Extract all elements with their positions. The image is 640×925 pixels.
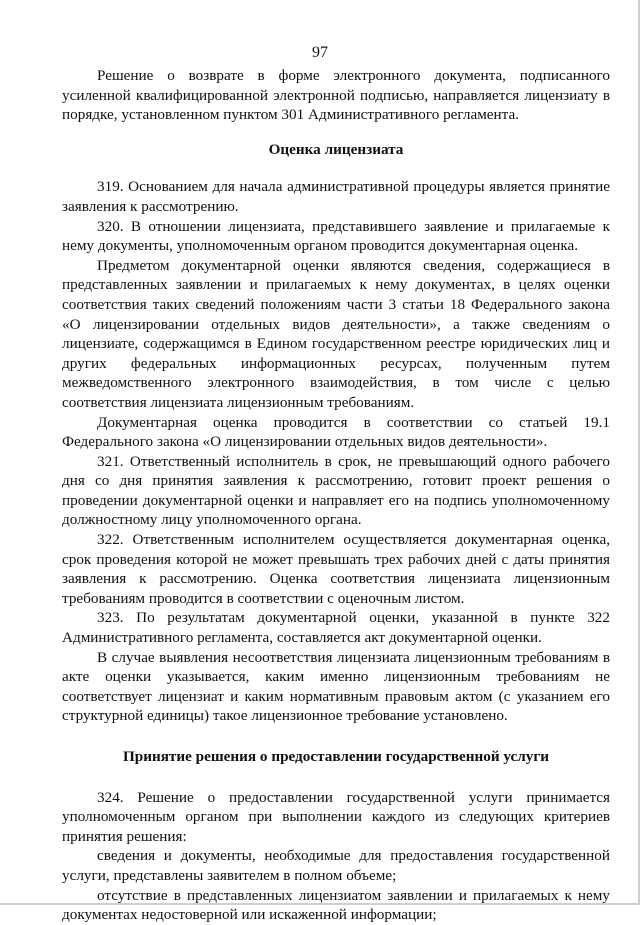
paragraph-evaluation-law: Документарная оценка проводится в соответствии со статьей 19.1 Федерального закона «О лицензировании отдельных видов деятельности». — [62, 413, 610, 451]
paragraph-319: 319. Основанием для начала административной процедуры является принятие заявления к рассмотрению. — [62, 178, 610, 215]
paragraph-321: 321. Ответственный исполнитель в срок, не превышающий одного рабочего дня со дня принятия заявления к рассмотрению, готовит проект решения о проведении документарной оценки и направляет его на подпись уполномоченному должностному лицу уполномоченного органа. — [62, 452, 610, 529]
paragraph-323: 323. По результатам документарной оценки, указанной в пункте 322 Административного регламента, составляется акт документарной оценки. — [62, 609, 610, 647]
criterion-complete-documents: сведения и документы, необходимые для предоставления государственной услуги, представлены заявителем в полном объеме; — [62, 847, 610, 884]
criterion-no-false-information: отсутствие в представленных лицензиатом заявлении и прилагаемых к нему документах недостоверной или искаженной информации; — [62, 886, 610, 924]
paragraph-evaluation-subject: Предметом документарной оценки являются сведения, содержащиеся в представленных заявлении и прилагаемых к нему документах, в целях оценки соответствия таких сведений положениям части 3 статьи 18 Федерального закона «О лицензировании отдельных видов деятельности», а также сведениям о лицензиате, содержащимся в Едином государственном реестре юридических лиц и других федеральных информационных ресурсах, полученным путем межведомственного электронного взаимодействия, в том числе с целью соответствия лицензиата лицензионным требованиям. — [62, 256, 610, 411]
section-heading-service-decision: Принятие решения о предоставлении государственной услуги — [122, 748, 550, 765]
page-number: 97 — [312, 44, 328, 61]
paragraph-nonconformity: В случае выявления несоответствия лицензиата лицензионным требованиям в акте оценки указывается, каким именно лицензионным требованиям не соответствует лицензиат и каким нормативным правовым актом (с указанием его структурной единицы) такое лицензионное требование установлено. — [62, 648, 610, 725]
paragraph-return-decision: Решение о возврате в форме электронного документа, подписанного усиленной квалифицированной электронной подписью, направляется лицензиату в порядке, установленном пунктом 301 Административного регламента. — [62, 67, 610, 124]
section-heading-licensee-evaluation: Оценка лицензиата — [268, 140, 404, 158]
page-content — [62, 66, 610, 925]
paragraph-322: 322. Ответственным исполнителем осуществляется документарная оценка, срок проведения которой не может превышать трех рабочих дней с даты принятия заявления к рассмотрению. Оценка соответствия лицензиата лицензионным требованиям проводится в соответствии с оценочным листом. — [62, 531, 610, 607]
paragraph-324: 324. Решение о предоставлении государственной услуги принимается уполномоченным органом при выполнении каждого из следующих критериев принятия решения: — [62, 788, 610, 845]
paragraph-320: 320. В отношении лицензиата, представившего заявление и прилагаемые к нему документы, уполномоченным органом проводится документарная оценка. — [62, 217, 610, 255]
